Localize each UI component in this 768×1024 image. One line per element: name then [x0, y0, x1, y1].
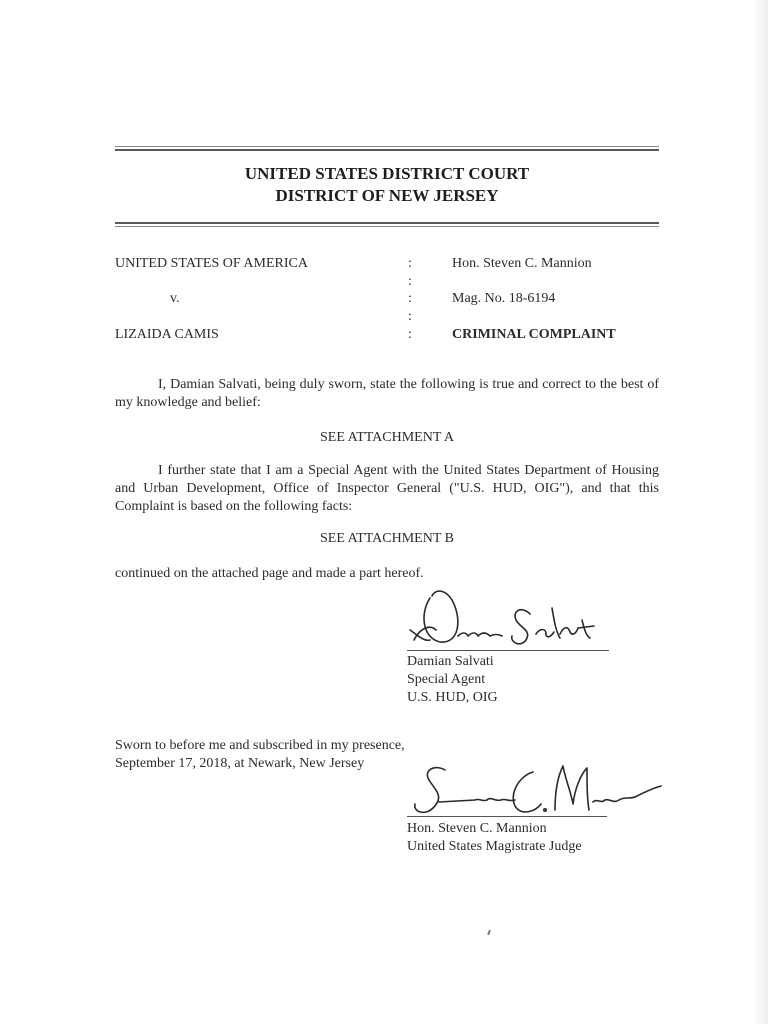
caption-colon: : [408, 291, 412, 306]
heading-rule [115, 222, 659, 227]
magistrate-number: Mag. No. 18-6194 [452, 291, 556, 306]
judge-name: Hon. Steven C. Mannion [407, 821, 547, 836]
facts-paragraph: I further state that I am a Special Agent with the United States Department of Housing and Urban Development, Office of Inspector General ("U.S. HUD, OIG"), and that this Complaint is based on the following facts: [115, 463, 659, 514]
scan-mark [487, 930, 491, 935]
attachment-b: SEE ATTACHMENT B [320, 531, 454, 546]
attachment-a: SEE ATTACHMENT A [320, 430, 454, 445]
plaintiff: UNITED STATES OF AMERICA [115, 256, 308, 271]
continued-text: continued on the attached page and made a part hereof. [115, 566, 424, 581]
sworn-line-1: Sworn to before me and subscribed in my presence, [115, 738, 405, 753]
agent-title: Special Agent [407, 672, 486, 687]
oath-paragraph: I, Damian Salvati, being duly sworn, state the following is true and correct to the best of my knowledge and belief: [115, 377, 659, 410]
agent-signature [400, 578, 610, 650]
sworn-line-2: September 17, 2018, at Newark, New Jersey [115, 756, 365, 771]
defendant: LIZAIDA CAMIS [115, 327, 219, 342]
caption-colon: : [408, 327, 412, 342]
caption-colon: : [408, 309, 412, 324]
court-district: DISTRICT OF NEW JERSEY [275, 186, 499, 205]
agent-signature-line [407, 650, 609, 651]
court-name: UNITED STATES DISTRICT COURT [244, 164, 530, 183]
caption-colon: : [408, 274, 412, 289]
agent-agency: U.S. HUD, OIG [407, 690, 498, 705]
court-heading [115, 163, 659, 207]
page-edge [754, 0, 768, 1024]
judge-block [407, 820, 582, 856]
versus: v. [170, 291, 180, 306]
judge-title: United States Magistrate Judge [407, 839, 582, 854]
caption-colon: : [408, 256, 412, 271]
agent-block [407, 653, 498, 707]
judge-signature-line [407, 816, 607, 817]
top-rule [115, 146, 659, 151]
agent-name: Damian Salvati [407, 654, 494, 669]
judge-signature [405, 758, 665, 822]
judge-caption: Hon. Steven C. Mannion [452, 256, 592, 271]
document-type: CRIMINAL COMPLAINT [452, 327, 616, 342]
